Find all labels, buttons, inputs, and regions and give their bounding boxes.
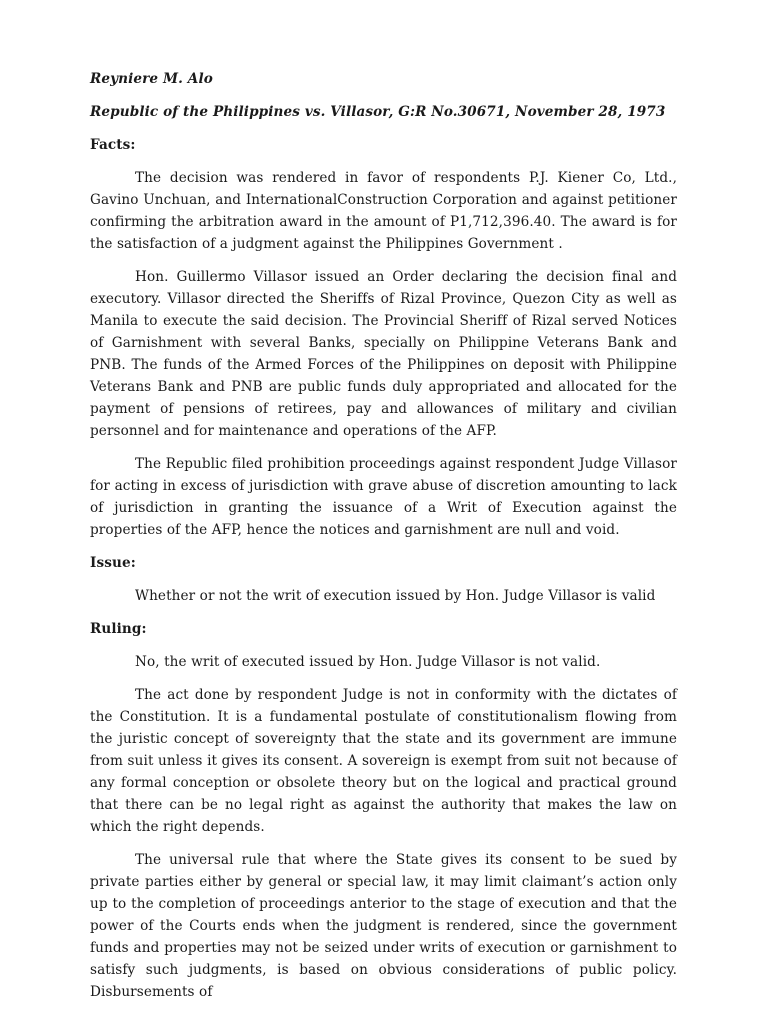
ruling-paragraph: The act done by respondent Judge is not in conformity with the dictates of the Constitution. It is a fundamental postulate of constitutionalism flowing from the juristic concept of sovereignty that the state and its government are immune from suit unless it gives its consent. A sovereign is exempt from suit not because of any formal conception or obsolete theory but on the logical and practical ground that there can be no legal right as against the authority that makes the law on which the right depends. xyxy=(90,687,677,835)
author-name: Reyniere M. Alo xyxy=(90,71,213,87)
facts-paragraph: Hon. Guillermo Villasor issued an Order declaring the decision final and executory. Villasor directed the Sheriffs of Rizal Province, Quezon City as well as Manila to execute the said decision. The Provincial Sheriff of Rizal served Notices of Garnishment with several Banks, specially on Philippine Veterans Bank and PNB. The funds of the Armed Forces of the Philippines on deposit with Philippine Veterans Bank and PNB are public funds duly appropriated and allocated for the payment of pensions of retirees, pay and allowances of military and civilian personnel and for maintenance and operations of the AFP. xyxy=(90,269,677,439)
issue-paragraph: Whether or not the writ of execution issued by Hon. Judge Villasor is valid xyxy=(135,588,656,604)
document-body xyxy=(90,68,677,1014)
facts-heading: Facts: xyxy=(90,137,136,153)
ruling-paragraph: The universal rule that where the State gives its consent to be sued by private parties either by general or special law, it may limit claimant’s action only up to the completion of proceedings anterior to the stage of execution and that the power of the Courts ends when the judgment is rendered, since the government funds and properties may not be seized under writs of execution or garnishment to satisfy such judgments, is based on obvious considerations of public policy. Disbursements of xyxy=(90,852,677,1000)
case-title: Republic of the Philippines vs. Villasor, G:R No.30671, November 28, 1973 xyxy=(90,104,666,120)
ruling-heading: Ruling: xyxy=(90,621,147,637)
ruling-paragraph: No, the writ of executed issued by Hon. Judge Villasor is not valid. xyxy=(135,654,601,670)
issue-heading: Issue: xyxy=(90,555,136,571)
facts-paragraph: The decision was rendered in favor of respondents P.J. Kiener Co, Ltd., Gavino Unchuan, and InternationalConstruction Corporation and against petitioner confirming the arbitration award in the amount of P1,712,396.40. The award is for the satisfaction of a judgment against the Philippines Government . xyxy=(90,170,677,252)
facts-paragraph: The Republic filed prohibition proceedings against respondent Judge Villasor for acting in excess of jurisdiction with grave abuse of discretion amounting to lack of jurisdiction in granting the issuance of a Writ of Execution against the properties of the AFP, hence the notices and garnishment are null and void. xyxy=(90,456,677,538)
